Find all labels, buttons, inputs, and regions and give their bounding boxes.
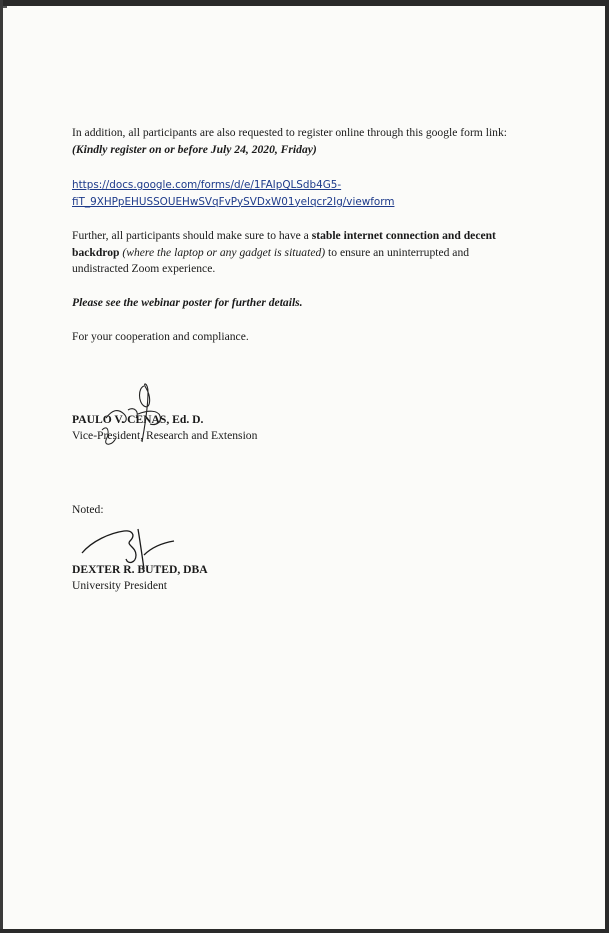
noted-label: Noted: bbox=[72, 503, 104, 516]
scan-edge-top bbox=[0, 0, 609, 6]
link-line-1[interactable]: https://docs.google.com/forms/d/e/1FAIpQLSdb4G5- bbox=[72, 179, 342, 191]
requirements-note: (where the laptop or any gadget is situated) bbox=[122, 245, 326, 259]
requirements-paragraph bbox=[72, 228, 524, 278]
signatory-1-name: PAULO V. CENAS, Ed. D. bbox=[72, 413, 204, 426]
signatory-1-title: Vice-President, Research and Extension bbox=[72, 429, 258, 442]
requirements-text-e: to ensure an uninterrupted and undistracted Zoom experience. bbox=[72, 245, 470, 276]
link-line-2[interactable]: fiT_9XHPpEHUSSOUEHwSVqFvPySVDxW01yelqcr2Ig/viewform bbox=[72, 195, 395, 208]
signatory-1 bbox=[72, 412, 257, 444]
scan-edge-mark bbox=[3, 6, 7, 8]
scan-edge-left bbox=[0, 0, 3, 933]
registration-deadline: (Kindly register on or before July 24, 2020, Friday) bbox=[72, 142, 317, 156]
poster-note: Please see the webinar poster for further details. bbox=[72, 296, 303, 309]
registration-paragraph bbox=[72, 125, 524, 158]
signatory-2 bbox=[72, 562, 208, 594]
requirements-text-a: Further, all participants should make sure to have a bbox=[72, 229, 312, 242]
signatory-2-name: DEXTER R. BUTED, DBA bbox=[72, 563, 208, 576]
scan-edge-right bbox=[605, 0, 609, 933]
registration-text: In addition, all participants are also requested to register online through this google form link: bbox=[72, 126, 507, 139]
closing-line: For your cooperation and compliance. bbox=[72, 330, 249, 343]
requirements-emphasis: stable internet connection and decent backdrop bbox=[72, 229, 496, 259]
signatory-2-title: University President bbox=[72, 579, 167, 592]
google-form-link[interactable] bbox=[72, 177, 412, 210]
scan-edge-bottom bbox=[0, 929, 609, 933]
